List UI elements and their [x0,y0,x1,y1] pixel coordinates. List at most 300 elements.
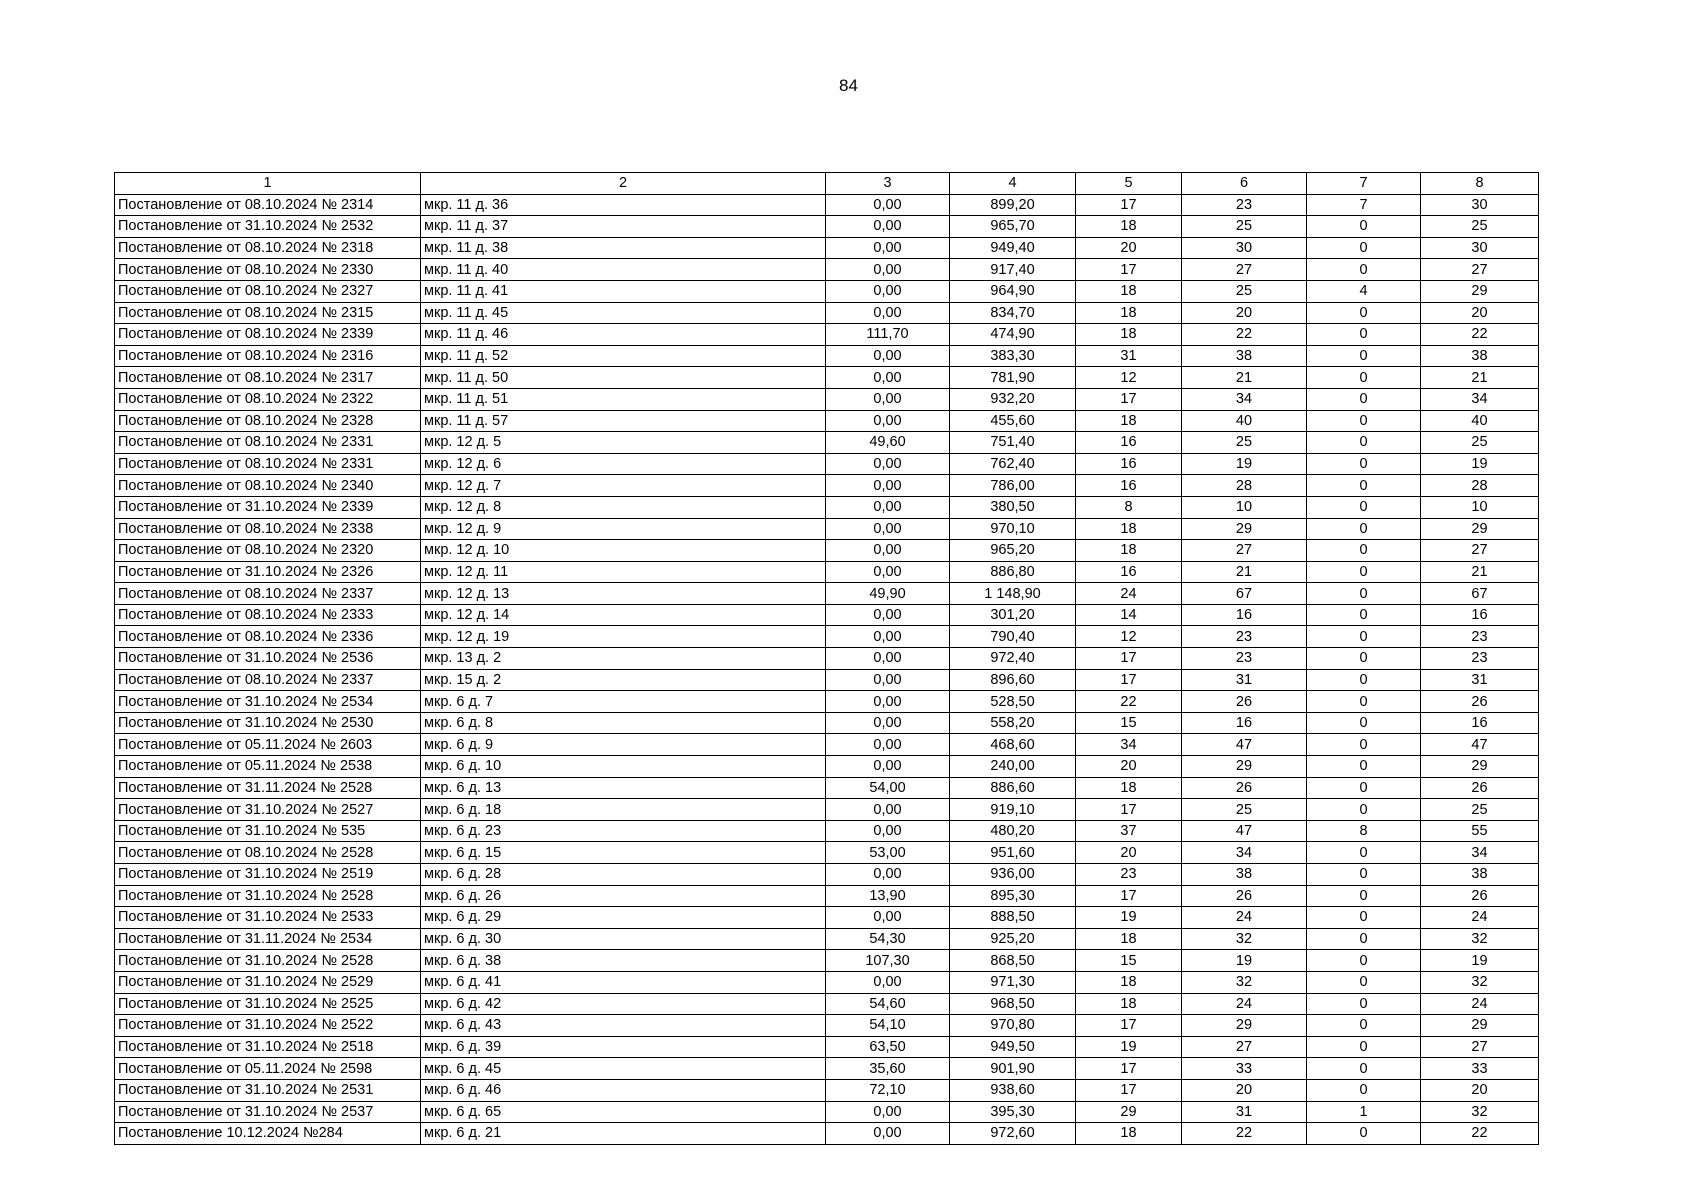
value-cell: 29 [1182,756,1307,778]
column-header: 6 [1182,173,1307,195]
address-cell: мкр. 15 д. 2 [421,669,826,691]
value-cell: 24 [1182,993,1307,1015]
table-row [115,410,1539,432]
value-cell: 29 [1421,280,1539,302]
value-cell: 18 [1076,280,1182,302]
value-cell: 31 [1076,345,1182,367]
value-cell: 0,00 [826,194,950,216]
value-cell: 18 [1076,518,1182,540]
value-cell: 474,90 [950,324,1076,346]
value-cell: 27 [1421,1036,1539,1058]
value-cell: 19 [1182,453,1307,475]
address-cell: мкр. 11 д. 46 [421,324,826,346]
document-cell: Постановление от 08.10.2024 № 2315 [115,302,421,324]
value-cell: 0,00 [826,864,950,886]
address-cell: мкр. 11 д. 51 [421,388,826,410]
value-cell: 480,20 [950,820,1076,842]
value-cell: 34 [1421,842,1539,864]
value-cell: 0,00 [826,712,950,734]
table-row [115,950,1539,972]
document-cell: Постановление от 31.10.2024 № 2522 [115,1015,421,1037]
table-row [115,345,1539,367]
value-cell: 24 [1076,583,1182,605]
value-cell: 972,60 [950,1123,1076,1145]
address-cell: мкр. 6 д. 8 [421,712,826,734]
document-cell: Постановление от 31.10.2024 № 2519 [115,864,421,886]
address-cell: мкр. 12 д. 10 [421,540,826,562]
value-cell: 19 [1421,453,1539,475]
value-cell: 19 [1076,907,1182,929]
value-cell: 0 [1307,777,1421,799]
table-row [115,324,1539,346]
table-row [115,216,1539,238]
value-cell: 34 [1076,734,1182,756]
table-row [115,756,1539,778]
address-cell: мкр. 6 д. 15 [421,842,826,864]
table-row [115,259,1539,281]
table-row [115,604,1539,626]
address-cell: мкр. 6 д. 38 [421,950,826,972]
document-cell: Постановление от 31.11.2024 № 2534 [115,928,421,950]
address-cell: мкр. 11 д. 41 [421,280,826,302]
value-cell: 54,00 [826,777,950,799]
document-cell: Постановление от 31.10.2024 № 2518 [115,1036,421,1058]
document-cell: Постановление от 08.10.2024 № 2333 [115,604,421,626]
value-cell: 0,00 [826,496,950,518]
value-cell: 0 [1307,864,1421,886]
value-cell: 23 [1421,626,1539,648]
value-cell: 40 [1421,410,1539,432]
document-cell: Постановление от 08.10.2024 № 2339 [115,324,421,346]
value-cell: 0 [1307,648,1421,670]
address-cell: мкр. 11 д. 38 [421,237,826,259]
value-cell: 63,50 [826,1036,950,1058]
value-cell: 40 [1182,410,1307,432]
value-cell: 0 [1307,496,1421,518]
value-cell: 67 [1182,583,1307,605]
value-cell: 33 [1421,1058,1539,1080]
value-cell: 32 [1421,971,1539,993]
value-cell: 0 [1307,453,1421,475]
document-cell: Постановление от 31.10.2024 № 2530 [115,712,421,734]
value-cell: 834,70 [950,302,1076,324]
value-cell: 0,00 [826,453,950,475]
column-header: 7 [1307,173,1421,195]
value-cell: 28 [1421,475,1539,497]
value-cell: 24 [1182,907,1307,929]
value-cell: 0 [1307,216,1421,238]
value-cell: 0,00 [826,475,950,497]
value-cell: 0,00 [826,756,950,778]
value-cell: 29 [1421,1015,1539,1037]
value-cell: 25 [1182,216,1307,238]
value-cell: 0 [1307,993,1421,1015]
table-row [115,820,1539,842]
value-cell: 24 [1421,993,1539,1015]
value-cell: 17 [1076,1015,1182,1037]
value-cell: 951,60 [950,842,1076,864]
value-cell: 965,20 [950,540,1076,562]
value-cell: 54,10 [826,1015,950,1037]
value-cell: 23 [1182,648,1307,670]
value-cell: 111,70 [826,324,950,346]
value-cell: 0 [1307,302,1421,324]
column-header: 2 [421,173,826,195]
address-cell: мкр. 6 д. 23 [421,820,826,842]
value-cell: 0,00 [826,971,950,993]
value-cell: 18 [1076,1123,1182,1145]
document-cell: Постановление от 08.10.2024 № 2317 [115,367,421,389]
value-cell: 30 [1421,237,1539,259]
value-cell: 240,00 [950,756,1076,778]
address-cell: мкр. 12 д. 5 [421,432,826,454]
value-cell: 20 [1076,237,1182,259]
table-row [115,626,1539,648]
value-cell: 26 [1421,777,1539,799]
value-cell: 27 [1182,540,1307,562]
value-cell: 27 [1421,259,1539,281]
value-cell: 26 [1182,691,1307,713]
value-cell: 970,10 [950,518,1076,540]
value-cell: 0,00 [826,734,950,756]
value-cell: 26 [1182,885,1307,907]
value-cell: 971,30 [950,971,1076,993]
value-cell: 888,50 [950,907,1076,929]
value-cell: 10 [1421,496,1539,518]
value-cell: 901,90 [950,1058,1076,1080]
table-row [115,648,1539,670]
table-row [115,1015,1539,1037]
value-cell: 26 [1421,885,1539,907]
value-cell: 0 [1307,907,1421,929]
value-cell: 29 [1076,1101,1182,1123]
value-cell: 21 [1182,367,1307,389]
value-cell: 16 [1076,453,1182,475]
value-cell: 34 [1182,842,1307,864]
address-cell: мкр. 6 д. 39 [421,1036,826,1058]
value-cell: 24 [1421,907,1539,929]
value-cell: 925,20 [950,928,1076,950]
value-cell: 0 [1307,842,1421,864]
column-header: 4 [950,173,1076,195]
document-cell: Постановление от 08.10.2024 № 2318 [115,237,421,259]
table-row [115,691,1539,713]
value-cell: 16 [1421,712,1539,734]
value-cell: 17 [1076,669,1182,691]
value-cell: 37 [1076,820,1182,842]
value-cell: 35,60 [826,1058,950,1080]
value-cell: 17 [1076,194,1182,216]
address-cell: мкр. 6 д. 13 [421,777,826,799]
document-cell: Постановление от 31.10.2024 № 2529 [115,971,421,993]
document-cell: Постановление от 08.10.2024 № 2314 [115,194,421,216]
table-row [115,842,1539,864]
document-cell: Постановление от 31.11.2024 № 2528 [115,777,421,799]
value-cell: 25 [1182,280,1307,302]
document-cell: Постановление от 31.10.2024 № 2532 [115,216,421,238]
value-cell: 54,60 [826,993,950,1015]
value-cell: 17 [1076,259,1182,281]
table-row [115,1123,1539,1145]
value-cell: 0 [1307,540,1421,562]
value-cell: 751,40 [950,432,1076,454]
address-cell: мкр. 11 д. 36 [421,194,826,216]
value-cell: 25 [1421,216,1539,238]
value-cell: 0 [1307,237,1421,259]
address-cell: мкр. 6 д. 18 [421,799,826,821]
table-row [115,907,1539,929]
table-row [115,799,1539,821]
value-cell: 31 [1182,1101,1307,1123]
value-cell: 34 [1421,388,1539,410]
value-cell: 0,00 [826,518,950,540]
table-row [115,518,1539,540]
document-cell: Постановление от 08.10.2024 № 2331 [115,432,421,454]
value-cell: 18 [1076,777,1182,799]
document-cell: Постановление от 31.10.2024 № 2528 [115,885,421,907]
value-cell: 17 [1076,648,1182,670]
document-cell: Постановление от 05.11.2024 № 2538 [115,756,421,778]
address-cell: мкр. 6 д. 45 [421,1058,826,1080]
value-cell: 17 [1076,885,1182,907]
value-cell: 18 [1076,928,1182,950]
value-cell: 22 [1421,324,1539,346]
value-cell: 528,50 [950,691,1076,713]
value-cell: 0 [1307,345,1421,367]
value-cell: 0 [1307,583,1421,605]
value-cell: 932,20 [950,388,1076,410]
value-cell: 0,00 [826,820,950,842]
document-cell: Постановление от 08.10.2024 № 2330 [115,259,421,281]
value-cell: 18 [1076,216,1182,238]
table-row [115,367,1539,389]
value-cell: 0,00 [826,1101,950,1123]
table-row [115,453,1539,475]
value-cell: 886,60 [950,777,1076,799]
value-cell: 0,00 [826,345,950,367]
value-cell: 0,00 [826,388,950,410]
document-cell: Постановление от 31.10.2024 № 2533 [115,907,421,929]
value-cell: 0 [1307,518,1421,540]
document-cell: Постановление от 31.10.2024 № 2536 [115,648,421,670]
value-cell: 8 [1076,496,1182,518]
value-cell: 17 [1076,388,1182,410]
value-cell: 12 [1076,626,1182,648]
address-cell: мкр. 12 д. 6 [421,453,826,475]
value-cell: 18 [1076,410,1182,432]
value-cell: 23 [1182,626,1307,648]
value-cell: 23 [1076,864,1182,886]
value-cell: 47 [1182,820,1307,842]
value-cell: 47 [1421,734,1539,756]
value-cell: 12 [1076,367,1182,389]
value-cell: 0 [1307,432,1421,454]
document-cell: Постановление от 31.10.2024 № 2531 [115,1079,421,1101]
value-cell: 25 [1421,799,1539,821]
value-cell: 16 [1421,604,1539,626]
value-cell: 0,00 [826,561,950,583]
value-cell: 790,40 [950,626,1076,648]
table-row [115,496,1539,518]
document-cell: Постановление от 31.10.2024 № 2326 [115,561,421,583]
value-cell: 301,20 [950,604,1076,626]
address-cell: мкр. 11 д. 45 [421,302,826,324]
table-header [115,173,1539,195]
document-cell: Постановление от 08.10.2024 № 2328 [115,410,421,432]
value-cell: 27 [1182,259,1307,281]
value-cell: 786,00 [950,475,1076,497]
value-cell: 14 [1076,604,1182,626]
address-cell: мкр. 12 д. 7 [421,475,826,497]
value-cell: 55 [1421,820,1539,842]
value-cell: 54,30 [826,928,950,950]
column-header: 8 [1421,173,1539,195]
value-cell: 30 [1182,237,1307,259]
value-cell: 0 [1307,928,1421,950]
address-cell: мкр. 6 д. 26 [421,885,826,907]
value-cell: 33 [1182,1058,1307,1080]
value-cell: 0 [1307,410,1421,432]
table-row [115,432,1539,454]
table-row [115,302,1539,324]
value-cell: 0 [1307,691,1421,713]
value-cell: 762,40 [950,453,1076,475]
document-cell: Постановление от 31.10.2024 № 2528 [115,950,421,972]
value-cell: 20 [1421,302,1539,324]
document-cell: Постановление от 08.10.2024 № 2336 [115,626,421,648]
value-cell: 31 [1182,669,1307,691]
value-cell: 107,30 [826,950,950,972]
value-cell: 938,60 [950,1079,1076,1101]
value-cell: 19 [1182,950,1307,972]
address-cell: мкр. 12 д. 9 [421,518,826,540]
table-row [115,712,1539,734]
address-cell: мкр. 11 д. 37 [421,216,826,238]
address-cell: мкр. 11 д. 52 [421,345,826,367]
value-cell: 38 [1182,345,1307,367]
value-cell: 0 [1307,475,1421,497]
address-cell: мкр. 6 д. 42 [421,993,826,1015]
value-cell: 20 [1076,842,1182,864]
value-cell: 16 [1076,475,1182,497]
value-cell: 25 [1182,799,1307,821]
table-row [115,280,1539,302]
value-cell: 949,40 [950,237,1076,259]
document-cell: Постановление от 31.10.2024 № 2527 [115,799,421,821]
address-cell: мкр. 6 д. 10 [421,756,826,778]
value-cell: 28 [1182,475,1307,497]
value-cell: 781,90 [950,367,1076,389]
value-cell: 8 [1307,820,1421,842]
value-cell: 29 [1182,518,1307,540]
value-cell: 18 [1076,971,1182,993]
value-cell: 0 [1307,756,1421,778]
value-cell: 16 [1076,561,1182,583]
value-cell: 10 [1182,496,1307,518]
value-cell: 18 [1076,540,1182,562]
value-cell: 0,00 [826,648,950,670]
document-cell: Постановление от 08.10.2024 № 2320 [115,540,421,562]
value-cell: 38 [1421,345,1539,367]
document-cell: Постановление от 05.11.2024 № 2598 [115,1058,421,1080]
document-cell: Постановление от 08.10.2024 № 2340 [115,475,421,497]
table-row [115,885,1539,907]
value-cell: 0 [1307,1036,1421,1058]
value-cell: 0 [1307,971,1421,993]
value-cell: 886,80 [950,561,1076,583]
value-cell: 0 [1307,734,1421,756]
table-row [115,1079,1539,1101]
value-cell: 27 [1421,540,1539,562]
table-row [115,561,1539,583]
table-row [115,1101,1539,1123]
column-header: 5 [1076,173,1182,195]
value-cell: 29 [1421,518,1539,540]
value-cell: 899,20 [950,194,1076,216]
value-cell: 22 [1182,1123,1307,1145]
value-cell: 558,20 [950,712,1076,734]
document-cell: Постановление от 08.10.2024 № 2337 [115,583,421,605]
value-cell: 0,00 [826,669,950,691]
table-row [115,864,1539,886]
value-cell: 22 [1076,691,1182,713]
value-cell: 383,30 [950,345,1076,367]
table-row [115,194,1539,216]
value-cell: 19 [1421,950,1539,972]
value-cell: 1 148,90 [950,583,1076,605]
value-cell: 72,10 [826,1079,950,1101]
value-cell: 0 [1307,367,1421,389]
value-cell: 0 [1307,259,1421,281]
value-cell: 0 [1307,669,1421,691]
value-cell: 18 [1076,302,1182,324]
data-table [114,172,1539,1145]
table-row [115,237,1539,259]
header-row [115,173,1539,195]
address-cell: мкр. 11 д. 40 [421,259,826,281]
address-cell: мкр. 6 д. 28 [421,864,826,886]
value-cell: 27 [1182,1036,1307,1058]
address-cell: мкр. 12 д. 8 [421,496,826,518]
value-cell: 7 [1307,194,1421,216]
document-cell: Постановление от 08.10.2024 № 2338 [115,518,421,540]
value-cell: 917,40 [950,259,1076,281]
address-cell: мкр. 12 д. 19 [421,626,826,648]
value-cell: 0,00 [826,691,950,713]
table-row [115,777,1539,799]
value-cell: 22 [1182,324,1307,346]
value-cell: 49,90 [826,583,950,605]
value-cell: 17 [1076,799,1182,821]
table-row [115,669,1539,691]
value-cell: 38 [1182,864,1307,886]
address-cell: мкр. 6 д. 65 [421,1101,826,1123]
value-cell: 0 [1307,561,1421,583]
value-cell: 0 [1307,626,1421,648]
document-cell: Постановление от 08.10.2024 № 2316 [115,345,421,367]
value-cell: 0 [1307,950,1421,972]
value-cell: 23 [1182,194,1307,216]
value-cell: 0,00 [826,367,950,389]
value-cell: 0 [1307,1123,1421,1145]
value-cell: 67 [1421,583,1539,605]
value-cell: 16 [1182,712,1307,734]
table-row [115,993,1539,1015]
table-body [115,194,1539,1144]
value-cell: 19 [1076,1036,1182,1058]
value-cell: 0 [1307,885,1421,907]
table-row [115,1036,1539,1058]
